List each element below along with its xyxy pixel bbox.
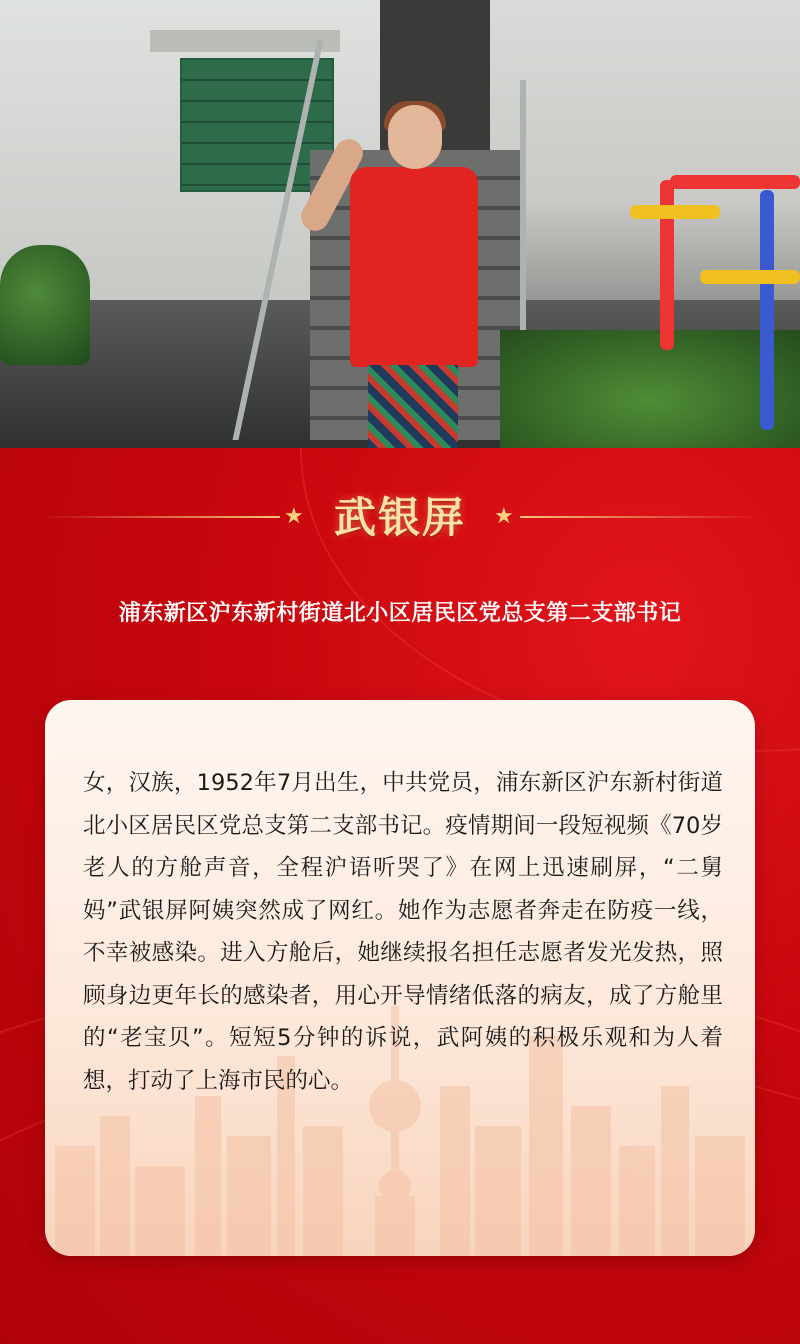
- patterned-trousers: [368, 365, 458, 448]
- painted-pipe: [670, 175, 800, 189]
- face: [388, 105, 442, 169]
- position-title: 浦东新区沪东新村街道北小区居民区党总支第二支部书记: [118, 601, 682, 626]
- star-icon: ★: [494, 504, 514, 529]
- person-figure: [340, 105, 490, 448]
- awning: [150, 30, 340, 52]
- garden-plants: [500, 330, 800, 448]
- shrub: [0, 245, 90, 365]
- name-header: [0, 488, 800, 548]
- bio-card: [45, 700, 755, 1256]
- portrait-photo: [0, 0, 800, 448]
- divider-line-left: [40, 516, 280, 518]
- bio-text: 女，汉族，1952年7月出生，中共党员，浦东新区沪东新村街道北小区居民区党总支第二支部书记。疫情期间一段短视频《70岁老人的方舱声音，全程沪语听哭了》在网上迅速刷屏，“二舅妈”武银屏阿姨突然成了网红。她作为志愿者奔走在防疫一线，不幸被感染。进入方舱后，她继续报名担任志愿者发光发热，照顾身边更年长的感染者，用心开导情绪低落的病友，成了方舱里的“老宝贝”。短短5分钟的诉说，武阿姨的积极乐观和为人着想，打动了上海市民的心。: [83, 770, 723, 1094]
- profile-panel: [0, 448, 800, 1344]
- divider-line-right: [520, 516, 760, 518]
- person-name: 武银屏: [333, 493, 466, 542]
- painted-pipe: [630, 205, 720, 219]
- red-volunteer-vest: [350, 167, 478, 367]
- painted-pipe: [760, 190, 774, 430]
- painted-pipe: [700, 270, 800, 284]
- star-icon: ★: [284, 504, 304, 529]
